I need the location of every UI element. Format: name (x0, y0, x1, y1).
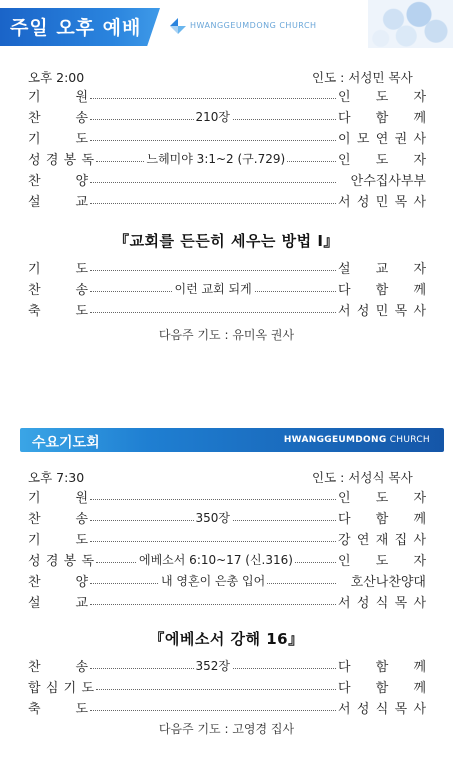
church-logo-icon (170, 18, 186, 34)
order-label: 찬 송 (28, 111, 88, 126)
order-label: 기 도 (28, 533, 88, 548)
order-label: 기 도 (28, 132, 88, 147)
order-label: 기 원 (28, 90, 88, 105)
order-row (28, 258, 426, 278)
church-name-light: CHURCH (386, 435, 430, 445)
leader-dots (96, 689, 336, 690)
order-label: 찬 양 (28, 575, 88, 590)
next-week-prayer: 다음주 기도 : 유미옥 권사 (158, 328, 295, 342)
order-detail: 이런 교회 되게 (174, 282, 252, 296)
order-row (28, 677, 426, 697)
order-label: 설 교 (28, 596, 88, 611)
leader-dots (90, 140, 336, 141)
order-person: 서 성 식 목 사 (338, 702, 426, 717)
sermon-title: 『에베소서 강해 16』 (149, 630, 304, 648)
order-label: 기 도 (28, 262, 88, 277)
order-person: 강 연 재 집 사 (338, 533, 426, 548)
order-label: 찬 송 (28, 512, 88, 527)
leader-dots (90, 312, 336, 313)
order-row (28, 592, 426, 612)
order-person: 인 도 자 (338, 90, 426, 105)
order-row (28, 86, 426, 106)
order-label: 성 경 봉 독 (28, 153, 94, 168)
order-person: 인 도 자 (338, 554, 426, 569)
leader-dots (90, 710, 336, 711)
order-detail: 350장 (195, 511, 230, 525)
service-leader: 인도 : 서성민 목사 (312, 70, 413, 85)
order-row (28, 128, 426, 148)
order-row (28, 149, 426, 169)
order-person: 다 함 께 (338, 681, 426, 696)
order-person: 다 함 께 (338, 111, 426, 126)
order-detail: 느헤미야 3:1~2 (구.729) (146, 152, 286, 166)
order-label: 찬 송 (28, 660, 88, 675)
order-person: 이 모 연 권 사 (338, 132, 426, 147)
order-person: 서 성 민 목 사 (338, 195, 426, 210)
order-person: 다 함 께 (338, 283, 426, 298)
order-detail: 에베소서 6:10~17 (신.316) (139, 553, 293, 567)
order-label: 합 심 기 도 (28, 681, 94, 696)
leader-dots (90, 604, 336, 605)
order-row (28, 550, 426, 570)
order-row (28, 279, 426, 299)
order-row (28, 107, 426, 127)
order-person: 인 도 자 (338, 491, 426, 506)
church-name-bold: HWANGGEUMDONG (283, 435, 387, 445)
order-row (28, 656, 426, 676)
order-row (28, 508, 426, 528)
order-detail: 내 영혼이 은총 입어 (161, 574, 266, 588)
order-person: 안수집사부부 (350, 174, 426, 189)
order-label: 성 경 봉 독 (28, 554, 94, 569)
order-row (28, 191, 426, 211)
order-person: 호산나찬양대 (350, 575, 426, 590)
order-label: 설 교 (28, 195, 88, 210)
order-person: 서 성 식 목 사 (338, 596, 426, 611)
order-row (28, 300, 426, 320)
order-label: 축 도 (28, 304, 88, 319)
order-detail: 352장 (195, 659, 230, 673)
service-time: 오후 2:00 (28, 70, 85, 85)
order-person: 설 교 자 (338, 262, 426, 277)
service-leader: 인도 : 서성식 목사 (312, 470, 413, 485)
section-title: 주일 오후 예배 (10, 17, 142, 39)
order-label: 기 원 (28, 491, 88, 506)
leader-dots (90, 203, 336, 204)
order-row (28, 571, 426, 591)
leader-dots (90, 182, 336, 183)
order-person: 인 도 자 (338, 153, 426, 168)
order-person: 다 함 께 (338, 660, 426, 675)
sermon-title: 『교회를 든든히 세우는 방법 Ⅰ』 (114, 232, 339, 250)
order-row (28, 698, 426, 718)
service-time: 오후 7:30 (28, 470, 85, 485)
leader-dots (90, 541, 336, 542)
order-person: 다 함 께 (338, 512, 426, 527)
order-label: 찬 양 (28, 174, 88, 189)
order-detail: 210장 (195, 110, 230, 124)
church-name (284, 435, 430, 445)
order-label: 축 도 (28, 702, 88, 717)
church-name: HWANGGEUMDONG CHURCH (190, 21, 317, 30)
order-row (28, 487, 426, 507)
wednesday-header (20, 428, 444, 452)
leader-dots (90, 270, 336, 271)
leader-dots (90, 499, 336, 500)
order-person: 서 성 민 목 사 (338, 304, 426, 319)
hydrangea-decoration (368, 0, 453, 48)
section-title: 수요기도회 (32, 435, 100, 451)
next-week-prayer: 다음주 기도 : 고영경 집사 (158, 722, 295, 736)
leader-dots (90, 98, 336, 99)
order-row (28, 529, 426, 549)
sunday-header (0, 0, 453, 52)
order-label: 찬 송 (28, 283, 88, 298)
order-row (28, 170, 426, 190)
